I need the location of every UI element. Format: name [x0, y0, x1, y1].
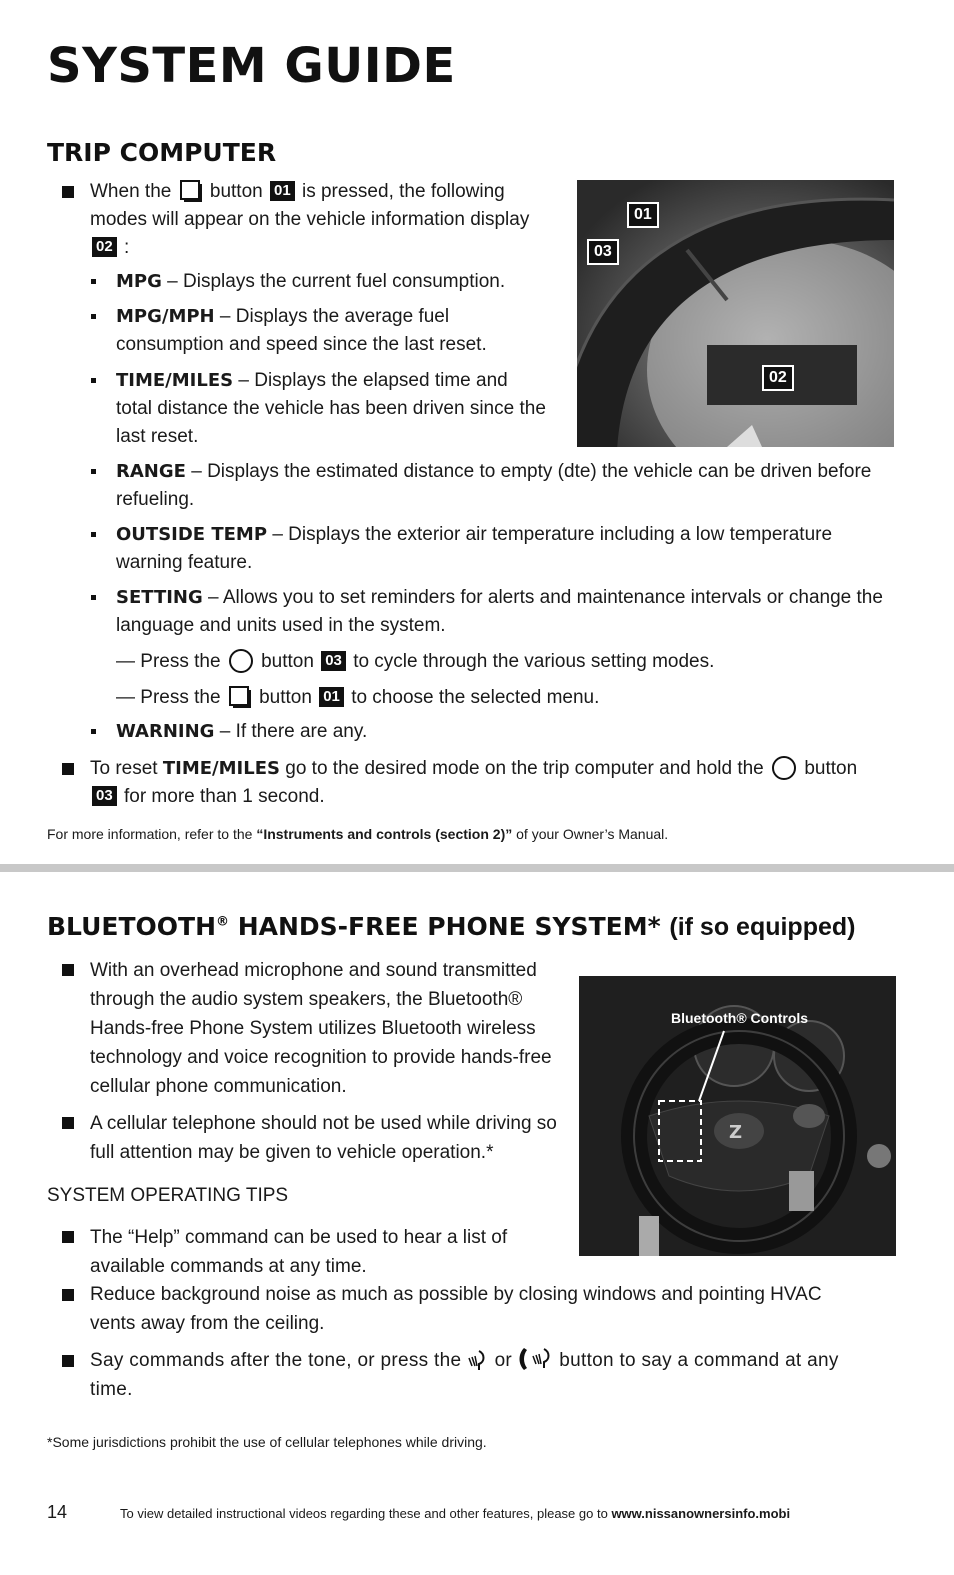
bullet-square: [62, 1231, 74, 1243]
bt-paragraph-2: A cellular telephone should not be used while driving so full attention may be given to vehicle operation.*: [90, 1113, 557, 1163]
setting-sub-choose: — Press the button 01 to choose the selected menu.: [116, 687, 600, 708]
svg-text:Z: Z: [729, 1122, 743, 1143]
bluetooth-controls-label: Bluetooth® Controls: [671, 1010, 809, 1026]
circle-button-icon: [772, 756, 796, 780]
footer-url-link[interactable]: www.nissanownersinfo.mobi: [611, 1506, 791, 1521]
image-badge-02: 02: [762, 365, 794, 391]
bullet-square: [62, 1289, 74, 1301]
bullet-dot: [91, 378, 96, 383]
mode-setting: SETTING – Allows you to set reminders for alerts and maintenance intervals or change the language and units used in the system.: [116, 587, 883, 636]
badge-01: 01: [319, 687, 344, 707]
phone-voice-button-icon: [518, 1346, 554, 1372]
page-number: 14: [47, 1502, 68, 1522]
bluetooth-heading: BLUETOOTH® HANDS-FREE PHONE SYSTEM* (if so equipped): [47, 912, 856, 941]
mode-mpg-mph: MPG/MPH – Displays the average fuel consumption and speed since the last reset.: [116, 306, 487, 355]
bullet-dot: [91, 532, 96, 537]
badge-03: 03: [321, 651, 346, 671]
bullet-square: [62, 763, 74, 775]
bullet-dot: [91, 279, 96, 284]
bullet-dot: [91, 469, 96, 474]
image-badge-03: 03: [587, 239, 619, 265]
tips-heading: SYSTEM OPERATING TIPS: [47, 1185, 289, 1206]
bullet-dot: [91, 729, 96, 734]
bullet-square: [62, 964, 74, 976]
badge-01: 01: [270, 181, 295, 201]
badge-02: 02: [92, 237, 117, 257]
reset-instruction: To reset TIME/MILES go to the desired mode on the trip computer and hold the button 03 for more than 1 second.: [90, 758, 858, 807]
bt-paragraph-1: With an overhead microphone and sound transmitted through the audio system speakers, the Bluetooth® Hands-free Phone System utilizes Bluetooth wireless technology and voice recognition to provide hands-free cellular phone communication.: [90, 960, 552, 1097]
badge-03: 03: [92, 786, 117, 806]
mode-warning: WARNING – If there are any.: [116, 721, 368, 742]
bullet-square: [62, 186, 74, 198]
mode-mpg: MPG – Displays the current fuel consumption.: [116, 271, 506, 292]
steering-wheel-photo: [577, 180, 894, 447]
bullet-square: [62, 1117, 74, 1129]
mode-outside-temp: OUTSIDE TEMP – Displays the exterior air temperature including a low temperature warning feature.: [116, 524, 833, 573]
tip-noise: Reduce background noise as much as possible by closing windows and pointing HVAC vents away from the ceiling.: [90, 1284, 822, 1334]
footnote: *Some jurisdictions prohibit the use of cellular telephones while driving.: [47, 1434, 487, 1450]
enter-button-icon: [180, 180, 202, 202]
tip-help: The “Help” command can be used to hear a list of available commands at any time.: [90, 1227, 508, 1277]
trip-computer-heading: TRIP COMPUTER: [47, 138, 277, 167]
footer-note: To view detailed instructional videos regarding these and other features, please go to www.nissanownersinfo.mobi: [120, 1506, 791, 1521]
circle-button-icon: [229, 649, 253, 673]
bullet-square: [62, 1355, 74, 1367]
trip-intro: When the button 01 is pressed, the following modes will appear on the vehicle information display 02 :: [90, 181, 530, 258]
mode-time-miles: TIME/MILES – Displays the elapsed time and total distance the vehicle has been driven since the last reset.: [116, 370, 546, 447]
page-title: SYSTEM GUIDE: [47, 38, 456, 94]
bluetooth-controls-photo: [579, 976, 896, 1256]
setting-sub-cycle: — Press the button 03 to cycle through the various setting modes.: [116, 651, 715, 672]
tip-commands: Say commands after the tone, or press the or button to say a command at any time.: [90, 1346, 850, 1404]
bullet-dot: [91, 595, 96, 600]
reference-note: For more information, refer to the “Instruments and controls (section 2)” of your Owner’s Manual.: [47, 826, 669, 842]
section-divider: [0, 864, 954, 872]
mode-range: RANGE – Displays the estimated distance to empty (dte) the vehicle can be driven before refueling.: [116, 461, 872, 510]
image-badge-01: 01: [627, 202, 659, 228]
bullet-dot: [91, 314, 96, 319]
enter-button-icon: [229, 686, 251, 708]
voice-button-icon: [467, 1348, 489, 1372]
